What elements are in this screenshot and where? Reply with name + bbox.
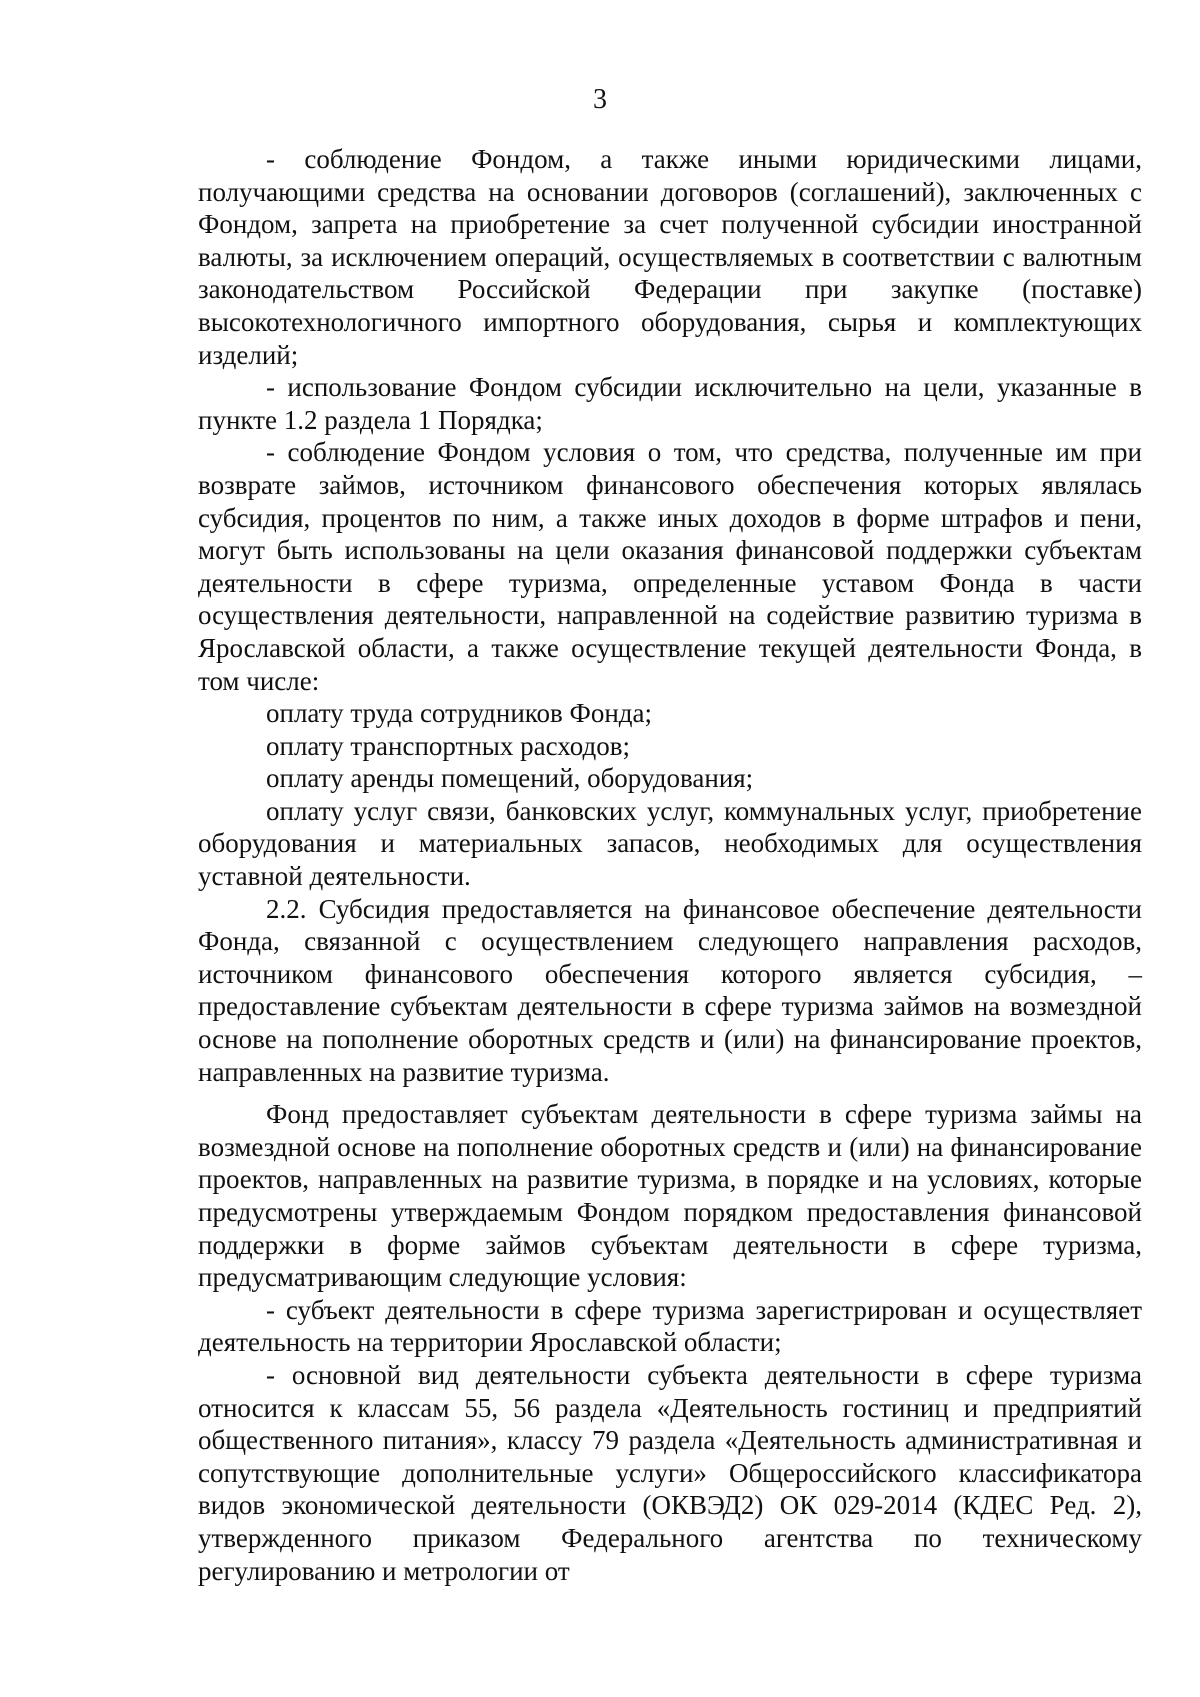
list-item-services-equipment: оплату услуг связи, банковских услуг, коммунальных услуг, приобретение оборудования и материальных запасов, необходимых для осуществления уставной деятельности. bbox=[198, 795, 1142, 892]
list-item-rent: оплату аренды помещений, оборудования; bbox=[266, 763, 754, 794]
list-item-staff-pay: оплату труда сотрудников Фонда; bbox=[266, 698, 653, 729]
page-number: 3 bbox=[593, 84, 607, 115]
paragraph-section-2-2: 2.2. Субсидия предоставляется на финансовое обеспечение деятельности Фонда, связанной с осуществлением следующего направления расходов, источником финансового обеспечения которого является субсидия, – предоставление субъектам деятельности в сфере туризма займов на возмездной основе на пополнение оборотных средств и (или) на финансирование проектов, направленных на развитие туризма. bbox=[198, 893, 1142, 1087]
paragraph-subsidy-purpose: - использование Фондом субсидии исключительно на цели, указанные в пункте 1.2 раздела 1 Порядка; bbox=[198, 372, 1142, 435]
paragraph-okved-condition: - основной вид деятельности субъекта деятельности в сфере туризма относится к классам 55, 56 раздела «Деятельность гостиниц и предприятий общественного питания», классу 79 раздела «Деятельность административная и сопутствующие дополнительные услуги» Общероссийского классификатора видов экономической деятельности (ОКВЭД2) ОК 029-2014 (КДЕС Ред. 2), утвержденного приказом Федерального агентства по техническому регулированию и метрологии от bbox=[198, 1359, 1142, 1586]
paragraph-currency-restriction: - соблюдение Фондом, а также иными юридическими лицами, получающими средства на основании договоров (соглашений), заключенных с Фондом, запрета на приобретение за счет полученной субсидии иностранной валюты, за исключением операций, осуществляемых в соответствии с валютным законодательством Российской Федерации при закупке (поставке) высокотехнологичного импортного оборудования, сырья и комплектующих изделий; bbox=[198, 144, 1142, 370]
paragraph-loan-returns-usage: - соблюдение Фондом условия о том, что средства, полученные им при возврате займов, источником финансового обеспечения которых являлась субсидия, процентов по ним, а также иных доходов в форме штрафов и пени, могут быть использованы на цели оказания финансовой поддержки субъектам деятельности в сфере туризма, определенные уставом Фонда в части осуществления деятельности, направленной на содействие развитию туризма в Ярославской области, а также осуществление текущей деятельности Фонда, в том числе: bbox=[198, 437, 1142, 696]
list-item-transport-costs: оплату транспортных расходов; bbox=[266, 730, 630, 761]
paragraph-registration-condition: - субъект деятельности в сфере туризма зарегистрирован и осуществляет деятельность на территории Ярославской области; bbox=[198, 1294, 1142, 1358]
paragraph-loan-conditions: Фонд предоставляет субъектам деятельности в сфере туризма займы на возмездной основе на пополнение оборотных средств и (или) на финансирование проектов, направленных на развитие туризма, в порядке и на условиях, которые предусмотрены утверждаемым Фондом порядком предоставления финансовой поддержки в форме займов субъектам деятельности в сфере туризма, предусматривающим следующие условия: bbox=[198, 1099, 1142, 1293]
document-body bbox=[198, 143, 1142, 1587]
